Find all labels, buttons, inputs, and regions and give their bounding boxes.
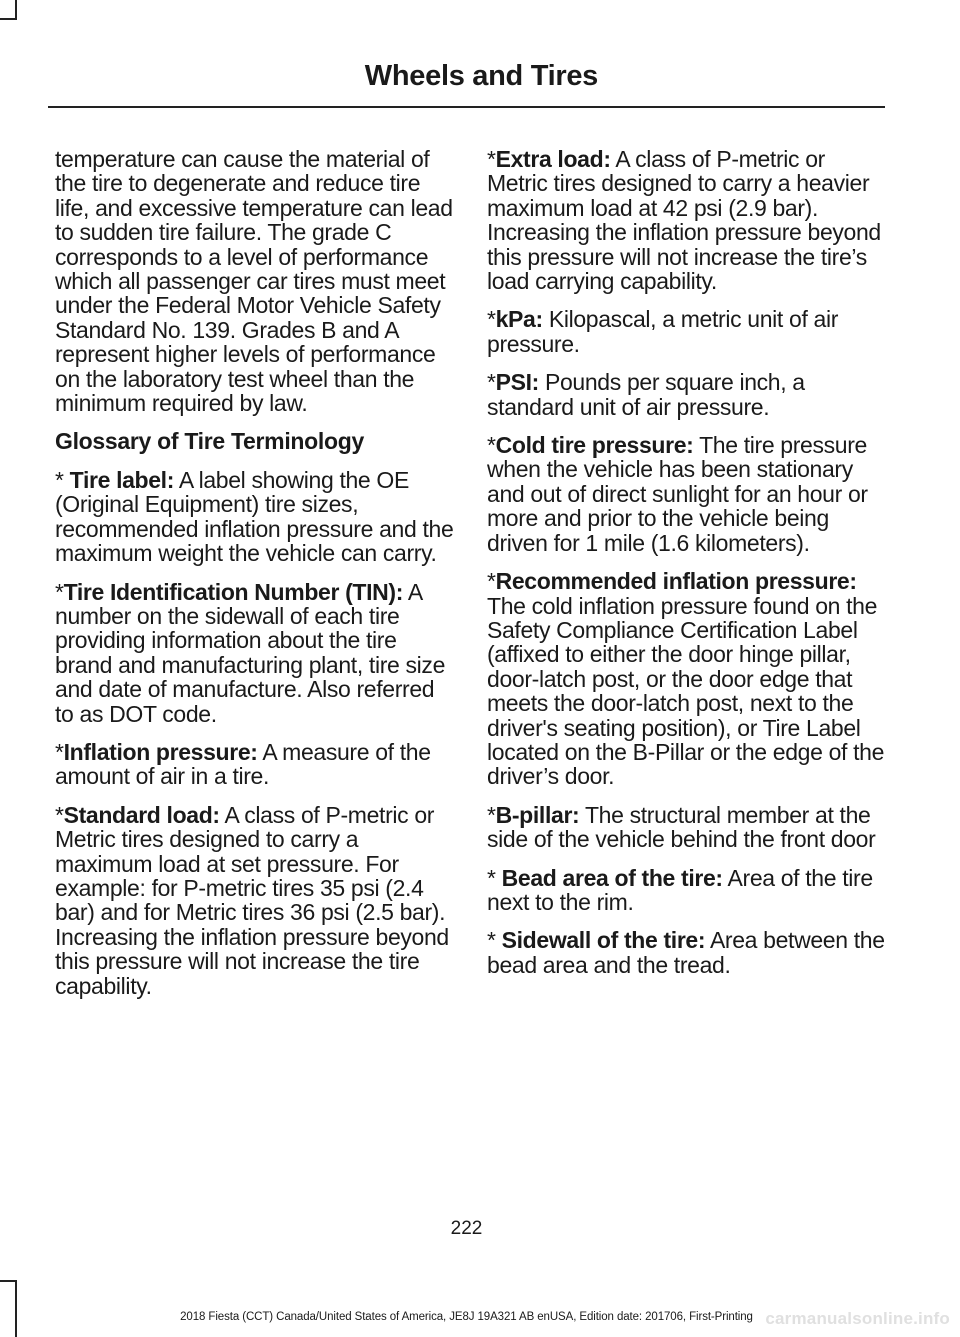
entry-term: Tire label: <box>69 466 175 493</box>
page-title: Wheels and Tires <box>364 60 598 92</box>
entry-term: kPa: <box>495 306 543 333</box>
entry-prefix: * <box>487 801 496 828</box>
entry-text: A measure of the amount of air in a tire. <box>55 738 431 790</box>
glossary-entry <box>55 468 455 566</box>
entry-term: PSI: <box>495 369 539 396</box>
entry-text: The structural member at the side of the vehicle behind the front door <box>487 801 876 853</box>
glossary-entry <box>55 580 455 726</box>
entry-prefix: * <box>55 801 64 828</box>
entry-prefix: * <box>487 927 502 954</box>
crop-mark-bottom-left <box>15 1280 17 1337</box>
glossary-entry <box>487 569 889 789</box>
entry-term: Standard load: <box>63 801 220 828</box>
page-number: 222 <box>450 1218 483 1239</box>
entry-text: Area between the bead area and the tread. <box>487 927 885 978</box>
entry-text: A class of P-metric or Metric tires designed to carry a maximum load at set pressure. For example: for P-metric tires 35 psi (2.4 bar) and for Metric tires 36 psi (2.5 bar). Increasing the inflation pressure beyond this pressure will not increase the tire capability. <box>55 801 449 999</box>
entry-term: Inflation pressure: <box>63 738 258 765</box>
entry-text: A label showing the OE (Original Equipment) tire sizes, recommended inflation pressure and the maximum weight the vehicle can carry. <box>55 466 454 567</box>
entry-text: Area of the tire next to the rim. <box>487 864 873 915</box>
entry-term: Extra load: <box>495 146 611 172</box>
entry-prefix: * <box>487 864 502 891</box>
glossary-entry <box>487 866 889 915</box>
entry-term: Bead area of the tire: <box>501 864 723 891</box>
glossary-entry <box>487 147 889 293</box>
right-column <box>487 147 889 991</box>
watermark: carmanualsonline.info <box>765 1309 950 1328</box>
entry-text: A number on the sidewall of each tire providing information about the tire brand and manufacturing plant, tire size and date of manufacture. Also referred to as DOT code. <box>55 578 446 727</box>
entry-prefix: * <box>487 432 496 459</box>
entry-text: The cold inflation pressure found on the Safety Compliance Certification Label (affixed to either the door hinge pillar, door-latch post, or the door edge that meets the door-latch post, next to the driver's seating position), or Tire Label located on the B-Pillar or the edge of the driver’s door. <box>487 592 885 790</box>
entry-prefix: * <box>55 578 64 605</box>
glossary-entry <box>487 433 889 555</box>
entry-prefix: * <box>487 369 496 396</box>
glossary-entry <box>55 740 455 789</box>
entry-text: Kilopascal, a metric unit of air pressure. <box>487 306 839 357</box>
crop-mark-bottom-left-h <box>0 1280 17 1282</box>
crop-mark-top-left <box>15 0 17 20</box>
entry-text: Pounds per square inch, a standard unit of air pressure. <box>487 369 805 420</box>
left-column <box>55 147 455 1012</box>
section-heading: Glossary of Tire Terminology <box>55 428 364 455</box>
intro-paragraph: temperature can cause the material of the tire to degenerate and reduce tire life, and excessive temperature can lead to sudden tire failure. The grade C corresponds to a level of performance which all passenger car tires must meet under the Federal Motor Vehicle Safety Standard No. 139. Grades B and A represent higher levels of performance on the laboratory test wheel than the minimum required by law. <box>55 146 453 417</box>
header-divider <box>48 106 885 108</box>
entry-prefix: * <box>55 738 64 765</box>
glossary-entry <box>487 307 889 356</box>
entry-prefix: * <box>55 466 70 493</box>
glossary-entry <box>55 803 455 998</box>
glossary-entry <box>487 803 889 852</box>
footer-edition-info: 2018 Fiesta (CCT) Canada/United States of America, JE8J 19A321 AB enUSA, Edition date: 201706, First-Printing <box>180 1311 753 1323</box>
entry-term: Recommended inflation pressure: <box>495 568 857 595</box>
entry-text: The tire pressure when the vehicle has been stationary and out of direct sunlight for an hour or more and prior to the vehicle being driven for 1 mile (1.6 kilometers). <box>487 432 868 556</box>
entry-prefix: * <box>487 568 496 595</box>
glossary-entry <box>487 928 889 977</box>
entry-term: B-pillar: <box>495 801 580 828</box>
entry-term: Sidewall of the tire: <box>501 927 706 954</box>
entry-term: Tire Identification Number (TIN): <box>63 578 404 605</box>
entry-term: Cold tire pressure: <box>495 432 694 459</box>
glossary-entry <box>487 370 889 419</box>
entry-prefix: * <box>487 306 496 333</box>
entry-prefix: * <box>487 146 496 172</box>
crop-mark-top-left-h <box>0 18 17 20</box>
entry-text: A class of P-metric or Metric tires designed to carry a heavier maximum load at 42 psi (2.9 bar). Increasing the inflation pressure beyond this pressure will not increase the tire’s load carrying capability. <box>487 146 881 295</box>
